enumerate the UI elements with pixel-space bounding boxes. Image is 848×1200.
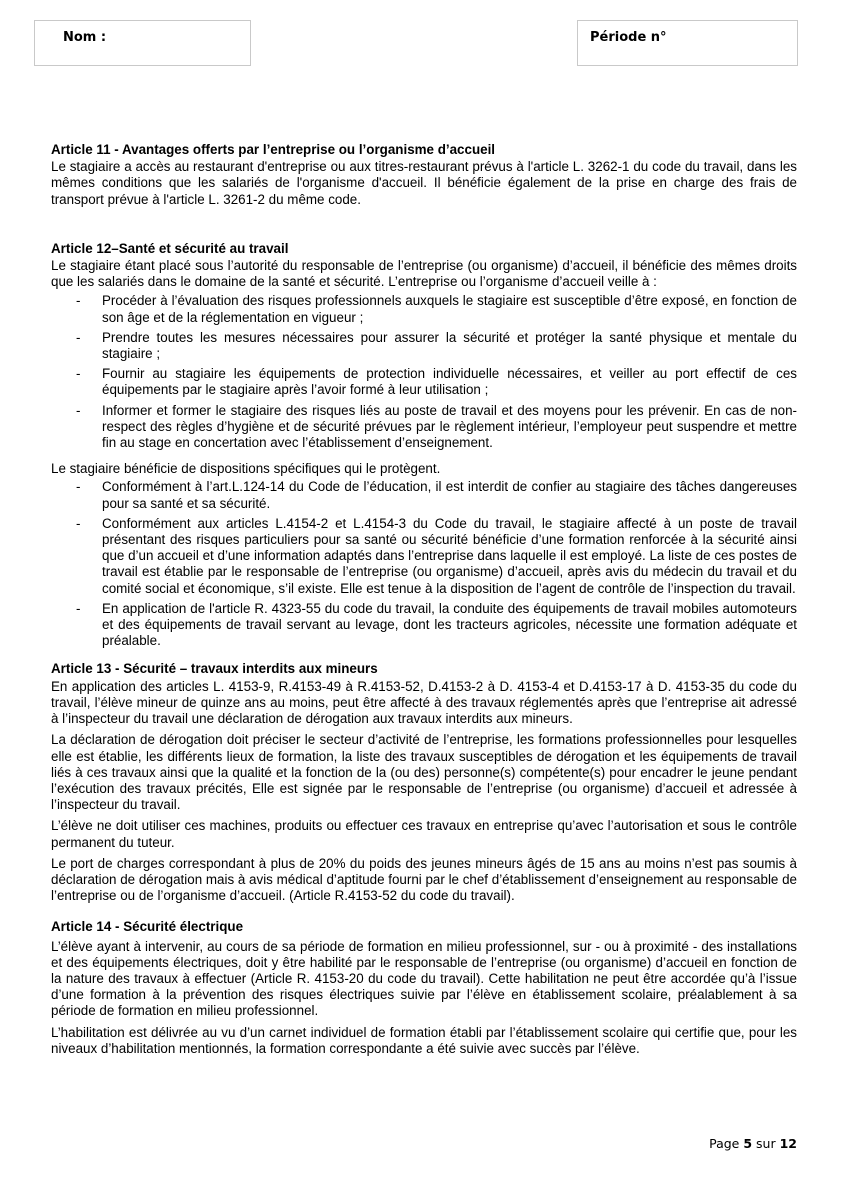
article-13-paragraph: Le port de charges correspondant à plus de 20% du poids des jeunes mineurs âgés de 15 ans au moins n’est pas soumis à déclaration de dérogation mais à avis médical d’aptitude fourni par le chef d’établissement d’enseignement au responsable de l’entreprise ou de l’organisme d’accueil. (Article R.4153-52 du code du travail). <box>51 855 797 904</box>
article-13 <box>51 661 797 904</box>
article-12-obligations-list <box>51 293 797 451</box>
article-13-paragraph: En application des articles L. 4153-9, R.4153-49 à R.4153-52, D.4153-2 à D. 4153-4 et D.4153-17 à D. 4153-35 du code du travail, l’élève mineur de quinze ans au moins, peut être affecté à des travaux réglementés après que l’entreprise ait adressé à l’inspecteur du travail une déclaration de dérogation aux travaux interdits aux mineurs. <box>51 678 797 727</box>
periode-field-box <box>577 20 798 66</box>
article-14 <box>51 919 797 1057</box>
list-item: - Prendre toutes les mesures nécessaires pour assurer la sécurité et protéger la santé physique et mentale du stagiaire ; <box>76 329 797 362</box>
document-body <box>51 142 797 1057</box>
article-11 <box>51 142 797 208</box>
article-12 <box>51 241 797 650</box>
current-page: 5 <box>743 1136 753 1151</box>
article-11-paragraph: Le stagiaire a accès au restaurant d'entreprise ou aux titres-restaurant prévus à l'article L. 3262-1 du code du travail, dans les mêmes conditions que les salariés de l'organisme d'accueil. Il bénéficie également de la prise en charge des frais de transport prévue à l'article L. 3261-2 du même code. <box>51 159 797 207</box>
list-item: - Fournir au stagiaire les équipements de protection individuelle nécessaires, et veiller au port effectif de ces équipements par le stagiaire après l’avoir formé à leur utilisation ; <box>76 366 797 398</box>
article-12-title: Article 12–Santé et sécurité au travail <box>51 240 289 256</box>
list-item: - Informer et former le stagiaire des risques liés au poste de travail et des moyens pour les prévenir. En cas de non-respect des règles d’hygiène et de sécurité prévues par le règlement intérieur, l’employeur peut suspendre et mettre fin au stage en concertation avec l’établissement d’enseignement. <box>76 402 797 451</box>
list-item: - Procéder à l’évaluation des risques professionnels auxquels le stagiaire est susceptible d’être exposé, en fonction de son âge et de la réglementation en vigueur ; <box>76 293 797 325</box>
article-12-intro-2: Le stagiaire bénéficie de dispositions spécifiques qui le protègent. <box>51 461 441 477</box>
article-12-protections-list <box>51 479 797 649</box>
article-11-title: Article 11 - Avantages offerts par l’entreprise ou l’organisme d’accueil <box>51 142 496 157</box>
nom-field-box <box>34 20 251 66</box>
article-13-paragraph: La déclaration de dérogation doit préciser le secteur d’activité de l’entreprise, les formations professionnelles pour lesquelles elle est établie, les différents lieux de formation, la liste des travaux susceptibles de dérogation et les équipements de travail liés à ces travaux ainsi que la qualité et la fonction de la (ou des) personne(s) compétente(s) pour encadrer le jeune pendant l’exécution des travaux précités, Elle est signée par le responsable de l’entreprise (ou organisme) d’accueil et adressée à l’inspecteur du travail. <box>51 732 797 813</box>
list-item: - Conformément aux articles L.4154-2 et L.4154-3 du Code du travail, le stagiaire affecté à un poste de travail présentant des risques particuliers pour sa santé ou sécurité bénéficie d’une formation renforcée à la sécurité ainsi que d’un accueil et d’une information adaptés dans l’entreprise dans laquelle il est employé. La liste de ces postes de travail est établie par le responsable de l’entreprise (ou organisme) d’accueil, après avis du médecin du travail et du comité social et économique, s’il existe. Elle est tenue à la disposition de l’agent de contrôle de l’inspection du travail. <box>76 515 797 596</box>
article-13-paragraph: L’élève ne doit utiliser ces machines, produits ou effectuer ces travaux en entreprise qu’avec l’autorisation et sous le contrôle permanent du tuteur. <box>51 818 797 850</box>
list-item: - En application de l'article R. 4323-55 du code du travail, la conduite des équipements de travail mobiles automoteurs et des équipements de travail servant au levage, dont les tracteurs agricoles, nécessite une formation adéquate et préalable. <box>76 600 797 649</box>
list-item: - Conformément à l’art.L.124-14 du Code de l’éducation, il est interdit de confier au stagiaire des tâches dangereuses pour sa santé et sa sécurité. <box>76 479 797 511</box>
page-number: Page 5 sur 12 <box>709 1136 797 1151</box>
article-14-paragraph: L’élève ayant à intervenir, au cours de sa période de formation en milieu professionnel, sur - ou à proximité - des installations et des équipements électriques, doit y être habilité par le responsable de l’entreprise (ou organisme) d’accueil en fonction de la nature des travaux à effectuer (Article R. 4153-20 du code du travail). Cette habilitation ne peut être accordée qu’à l’issue d’une formation à la prévention des risques électriques suivie par l’élève en établissement scolaire, préalablement à sa période de formation en milieu professionnel. <box>51 938 797 1019</box>
article-13-title: Article 13 - Sécurité – travaux interdits aux mineurs <box>51 661 378 677</box>
article-14-paragraph: L’habilitation est délivrée au vu d’un carnet individuel de formation établi par l’établissement scolaire qui certifie que, pour les niveaux d’habilitation mentionnés, la formation correspondante a été suivie avec succès par l’élève. <box>51 1024 797 1056</box>
article-14-title: Article 14 - Sécurité électrique <box>51 919 244 935</box>
total-pages: 12 <box>779 1136 797 1151</box>
periode-label: Période n° <box>590 30 667 45</box>
nom-label: Nom : <box>63 30 107 45</box>
article-12-intro: Le stagiaire étant placé sous l’autorité du responsable de l’entreprise (ou organisme) d’accueil, il bénéficie des mêmes droits que les salariés dans le domaine de la santé et sécurité. L’entreprise ou l’organisme d’accueil veille à : <box>51 258 797 290</box>
